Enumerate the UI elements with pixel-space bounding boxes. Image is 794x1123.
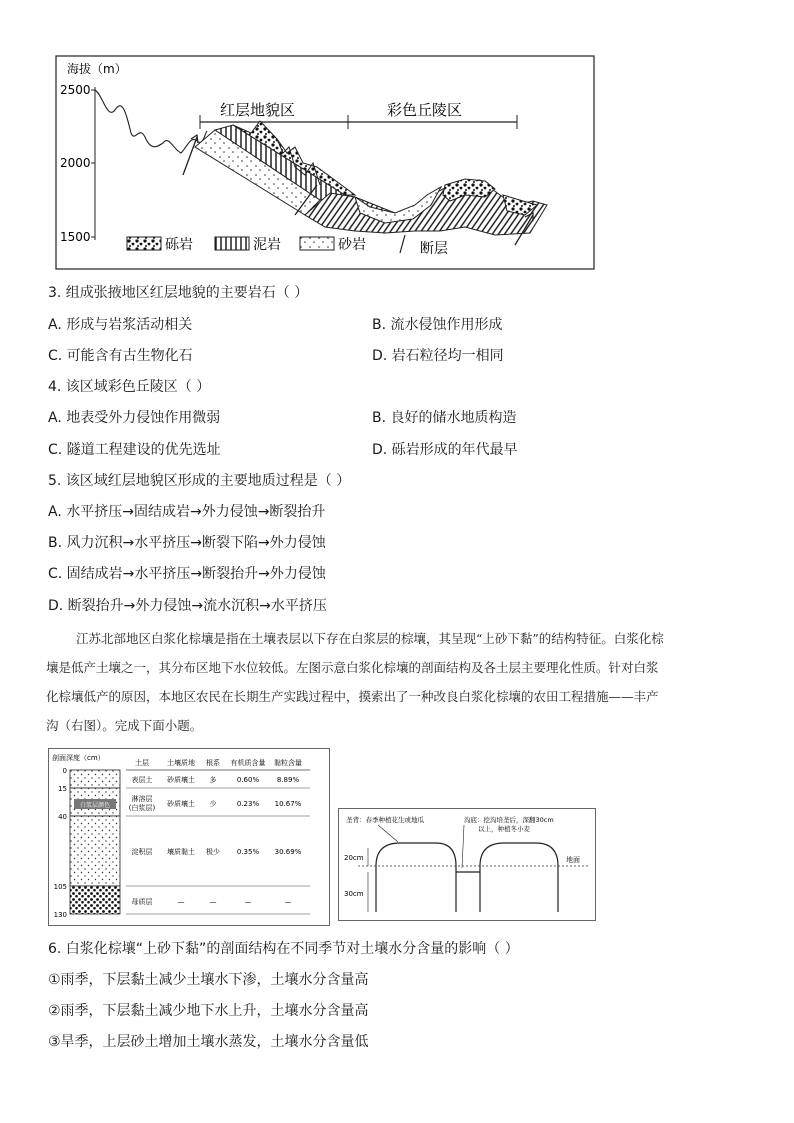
- question-4-stem: 4. 该区域彩色丘陵区（ ）: [48, 379, 211, 395]
- furrow-note-2: 以上，种植冬小麦: [478, 825, 530, 833]
- header-organic: 有机质含量: [230, 759, 266, 767]
- row3-texture: 壤质黏土: [167, 848, 195, 856]
- legend-mud: 泥岩: [253, 237, 281, 253]
- row1-clay: 8.89%: [276, 776, 300, 784]
- ridge-furrow-figure: [338, 808, 596, 921]
- row3-layer: 淀积层: [131, 848, 153, 856]
- depth-15: 15: [58, 785, 67, 793]
- legend-sand: 砂岩: [338, 237, 366, 253]
- legend-sand-swatch: [300, 237, 334, 250]
- row4-organic: —: [244, 898, 252, 906]
- header-clay: 黏粒含量: [274, 759, 302, 767]
- passage-line-3: 化棕壤低产的原因，本地区农民在长期生产实践过程中，摸索出了一种改良白浆化棕壤的农田工程措施——丰产: [46, 689, 659, 704]
- q5-option-c: C. 固结成岩→水平挤压→断裂抬升→外力侵蚀: [48, 566, 326, 582]
- q6-option-3: ③旱季，上层砂土增加土壤水蒸发，土壤水分含量低: [48, 1034, 369, 1050]
- legend-gravel: 砾岩: [165, 237, 193, 253]
- q5-option-a: A. 水平挤压→固结成岩→外力侵蚀→断裂抬升: [48, 504, 326, 520]
- terrain-profile-figure: [55, 55, 595, 270]
- q4-option-b: B. 良好的储水地质构造: [372, 410, 517, 426]
- question-6-stem: 6. 白浆化棕壤“上砂下黏”的剖面结构在不同季节对土壤水分含量的影响（ ）: [48, 941, 519, 957]
- q4-option-a: A. 地表受外力侵蚀作用微弱: [48, 410, 221, 426]
- header-roots: 根系: [206, 759, 220, 767]
- row2-organic: 0.23%: [236, 800, 260, 808]
- header-texture: 土壤质地: [167, 759, 195, 767]
- depth-105: 105: [53, 883, 67, 891]
- row2-layer-line1: 淋溶层: [131, 795, 153, 803]
- row2-layer-line2: (白浆层): [128, 804, 156, 812]
- q4-option-c: C. 隧道工程建设的优先选址: [48, 442, 221, 458]
- header-layer: 土层: [135, 759, 149, 767]
- depth-130: 130: [53, 911, 67, 919]
- q5-option-b: B. 风力沉积→水平挤压→断裂下陷→外力侵蚀: [48, 535, 326, 551]
- row4-clay: —: [284, 898, 292, 906]
- ground-label: 地面: [566, 856, 580, 864]
- q6-option-2: ②雨季，下层黏土减少地下水上升，土壤水分含量高: [48, 1003, 369, 1019]
- legend-mud-swatch: [215, 237, 249, 250]
- dim-30cm: 30cm: [344, 890, 364, 898]
- tick-2000: 2000: [60, 156, 91, 170]
- row3-roots: 极少: [206, 848, 220, 856]
- legend-gravel-swatch: [127, 237, 161, 250]
- q3-option-d: D. 岩石粒径均一相同: [372, 348, 504, 364]
- layer-illuvial: [70, 816, 120, 886]
- tick-2500: 2500: [60, 83, 91, 97]
- layer-surface: [70, 770, 120, 788]
- passage-line-1: 江苏北部地区白浆化棕壤是指在土壤表层以下存在白浆层的棕壤，其呈现“上砂下黏”的结构特征。白浆化棕: [76, 631, 664, 646]
- q4-option-d: D. 砾岩形成的年代最早: [372, 442, 518, 458]
- row3-organic: 0.35%: [236, 848, 260, 856]
- row4-roots: —: [209, 898, 217, 906]
- row4-layer: 母质层: [131, 898, 153, 906]
- tick-1500: 1500: [60, 230, 91, 244]
- q5-option-d: D. 断裂抬升→外力侵蚀→流水沉积→水平挤压: [48, 598, 327, 614]
- row1-texture: 砂质壤土: [167, 776, 195, 784]
- row2-clay: 10.67%: [274, 800, 302, 808]
- furrow-note-1: 沟底：挖沟培垄后，深翻30cm: [464, 816, 554, 824]
- row1-roots: 多: [209, 776, 217, 784]
- region-colorful-hills: 彩色丘陵区: [387, 101, 463, 119]
- row2-roots: 少: [209, 800, 217, 808]
- question-3-stem: 3. 组成张掖地区红层地貌的主要岩石（ ）: [48, 285, 309, 301]
- dim-20cm: 20cm: [344, 854, 364, 862]
- passage-line-4: 沟（右图）。完成下面小题。: [46, 718, 203, 733]
- q3-option-b: B. 流水侵蚀作用形成: [372, 317, 503, 333]
- soil-profile-figure: [48, 748, 330, 926]
- depth-title: 剖面深度（cm）: [52, 754, 105, 762]
- row1-layer: 表层土: [131, 776, 153, 784]
- row2-texture: 砂质壤土: [167, 800, 195, 808]
- region-red-layer: 红层地貌区: [220, 101, 296, 119]
- passage: [46, 624, 746, 740]
- q3-option-a: A. 形成与岩浆活动相关: [48, 317, 193, 333]
- passage-line-2: 壤是低产土壤之一，其分布区地下水位较低。左图示意白浆化棕壤的剖面结构及各土层主要理化性质。针对白浆: [46, 660, 659, 675]
- q3-option-c: C. 可能含有古生物化石: [48, 348, 193, 364]
- row3-clay: 30.69%: [274, 848, 302, 856]
- layer-parent: [70, 886, 120, 914]
- question-5-stem: 5. 该区域红层地貌区形成的主要地质过程是（ ）: [48, 473, 351, 489]
- y-axis-title: 海拔（m）: [67, 62, 127, 76]
- row4-texture: —: [177, 898, 185, 906]
- depth-40: 40: [58, 813, 67, 821]
- albic-inset-label: 白浆层颜色: [79, 802, 111, 809]
- row1-organic: 0.60%: [236, 776, 260, 784]
- q6-option-1: ①雨季，下层黏土减少土壤水下渗，土壤水分含量高: [48, 972, 369, 988]
- depth-0: 0: [62, 767, 67, 775]
- ridge-note: 垄背：春季种植花生或地瓜: [346, 816, 424, 824]
- legend-fault: 断层: [420, 241, 448, 257]
